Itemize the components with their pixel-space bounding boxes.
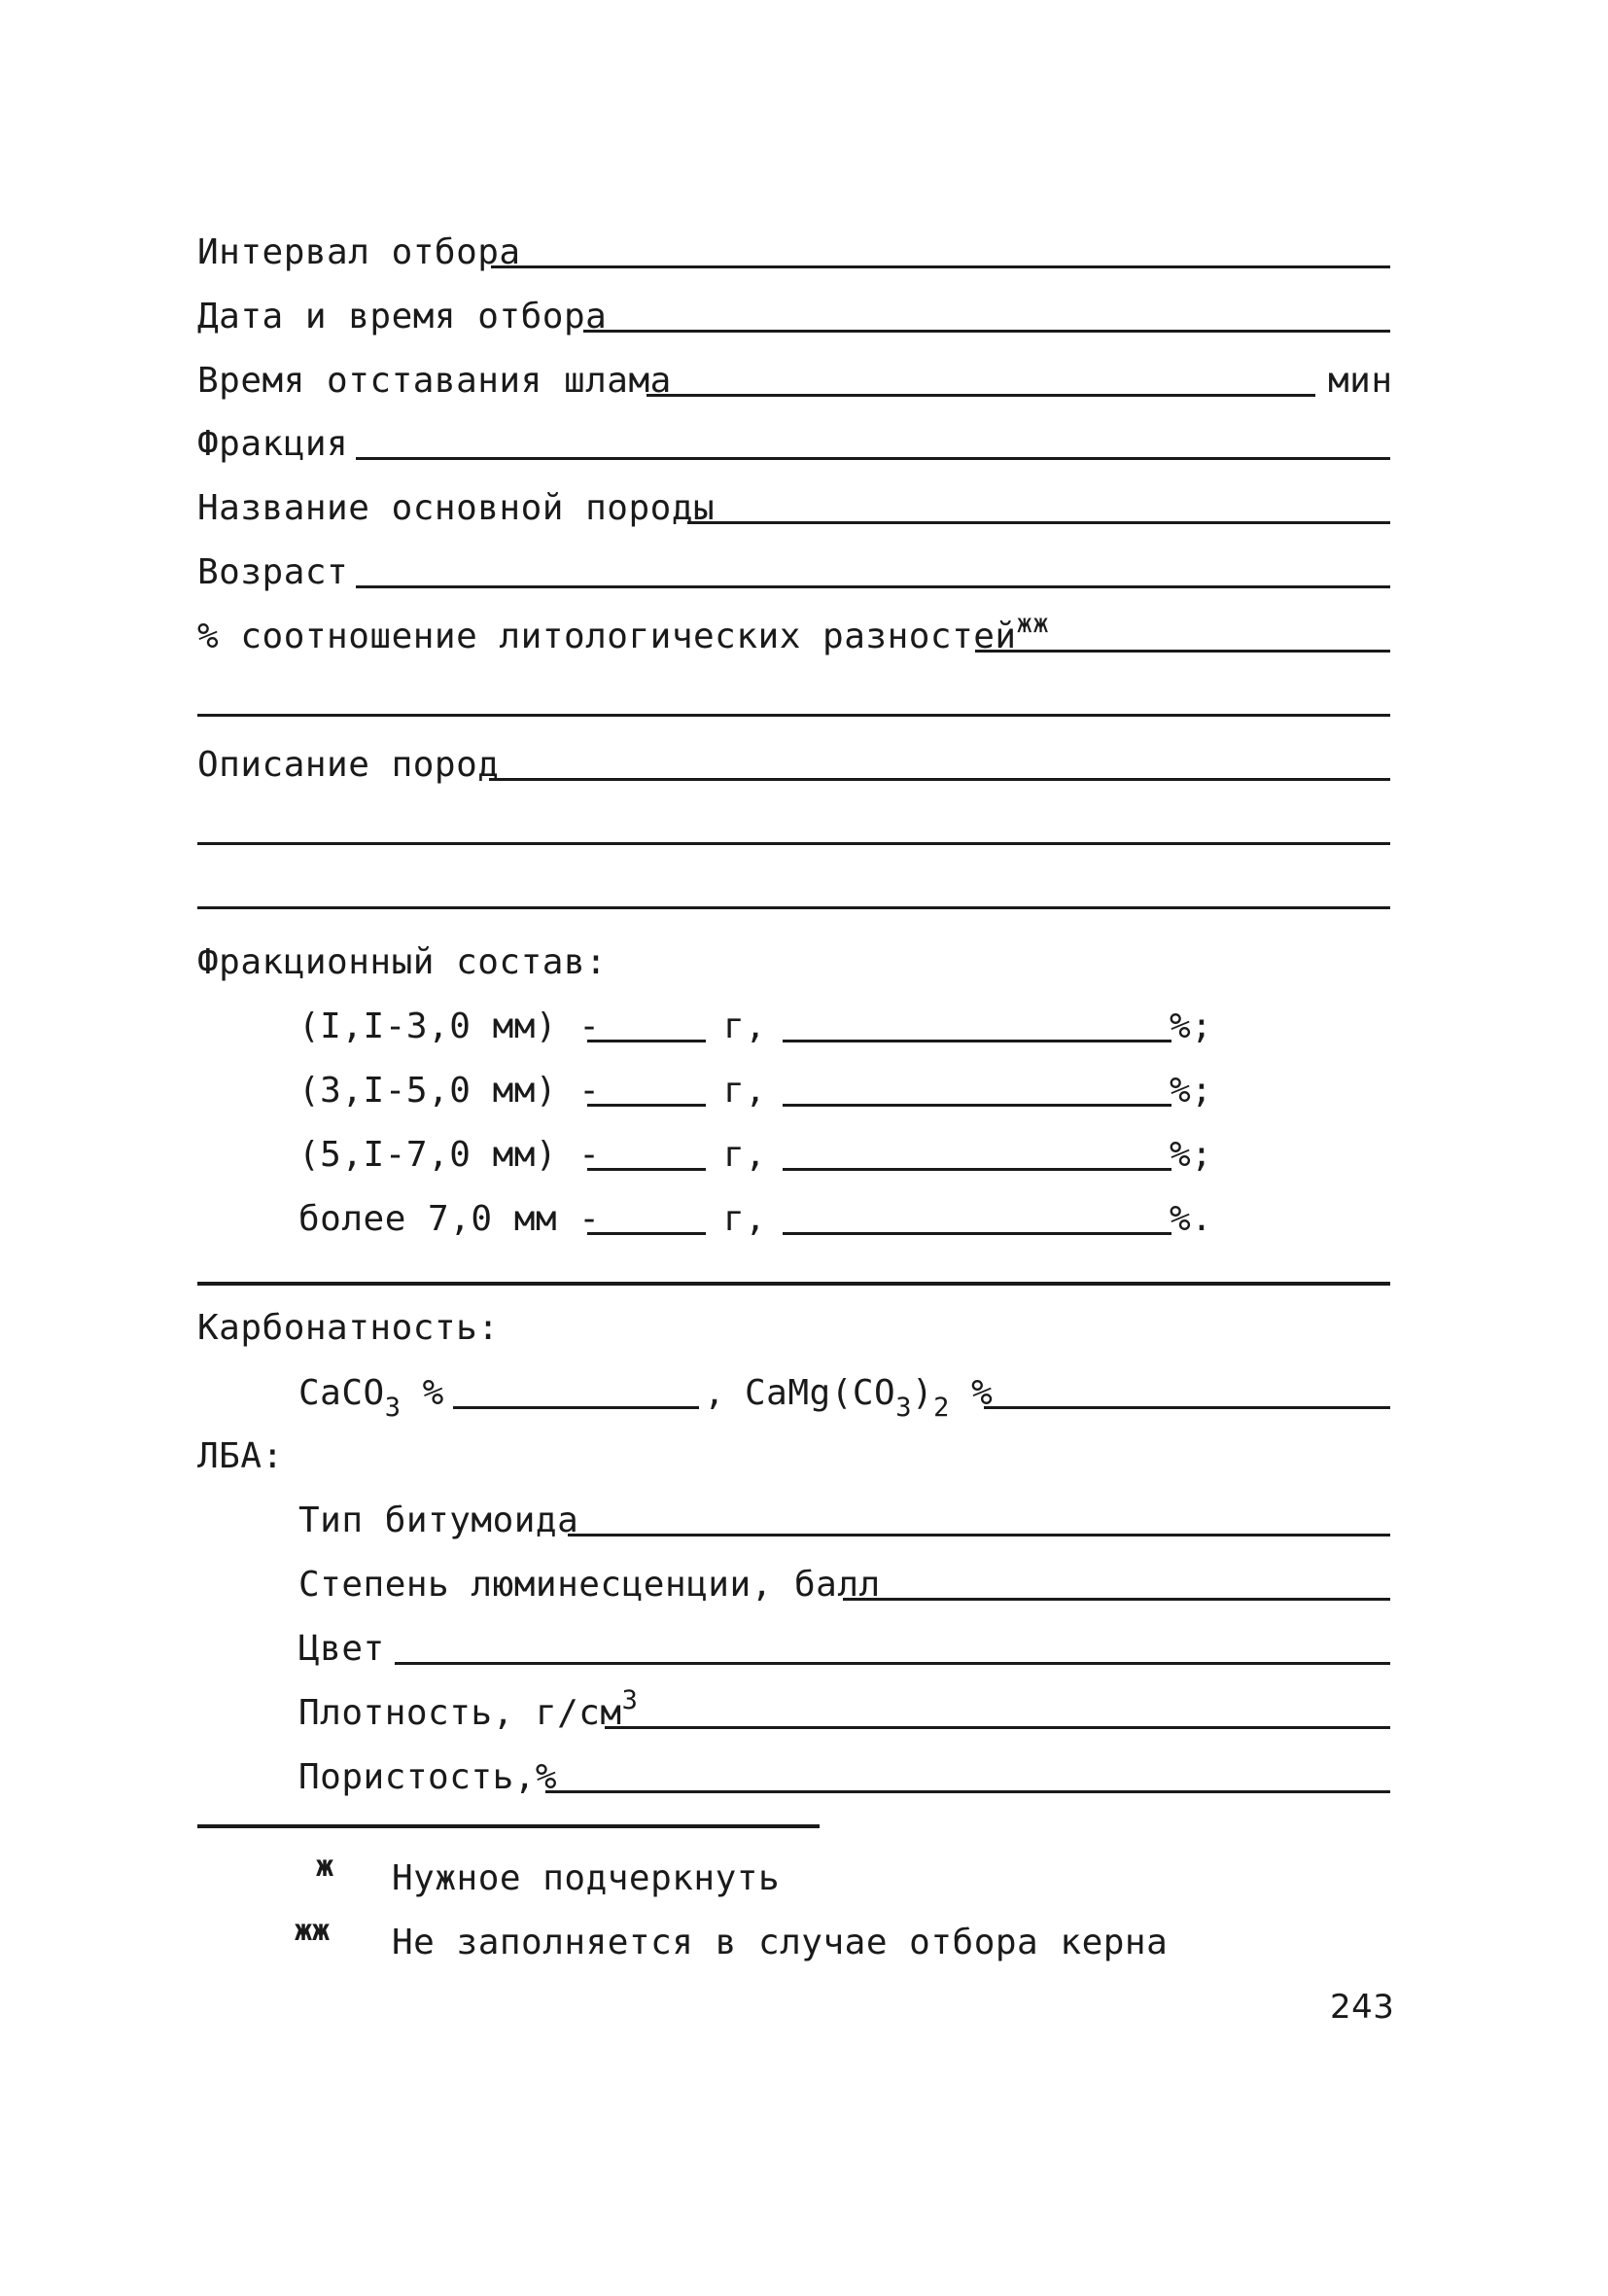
age-field[interactable] [356, 585, 1390, 588]
fraction-row-percent-field[interactable] [783, 1232, 1171, 1235]
fraction-row-percent-unit: %; [1170, 1135, 1213, 1175]
datetime-label: Дата и время отбора [197, 297, 608, 336]
caco3-percent: % [422, 1373, 444, 1413]
fraction-row-grams-field[interactable] [587, 1104, 706, 1107]
caco3-label [298, 1373, 444, 1423]
footnote-text: Нужное подчеркнуть [392, 1858, 781, 1898]
camg-subscript: 3 [895, 1393, 912, 1423]
ratio-field-continuation[interactable] [197, 714, 1390, 717]
carbonate-heading: Карбонатность: [197, 1308, 500, 1348]
porosity-label: Пористость,% [298, 1757, 558, 1797]
camg-percent: % [971, 1373, 994, 1413]
fraction-row-label: (I,I-3,0 мм) - [298, 1007, 601, 1046]
fraction-row-grams-field[interactable] [587, 1040, 706, 1042]
luminescence-field[interactable] [843, 1598, 1390, 1601]
fraction-label: Фракция [197, 424, 349, 464]
footnote-separator [197, 1824, 820, 1828]
footnote-mark-double: жж [295, 1914, 331, 1948]
density-label [298, 1685, 639, 1736]
footnote-mark-single: ж [316, 1850, 334, 1884]
footnote-text: Не заполняется в случае отбора керна [392, 1923, 1169, 1962]
caco3-subscript: 3 [384, 1393, 402, 1423]
fraction-row-grams-unit: г, [723, 1071, 767, 1111]
fraction-row-percent-field[interactable] [783, 1040, 1171, 1042]
caco3-formula: CaCO [298, 1373, 385, 1413]
fraction-row-percent-unit: %; [1170, 1007, 1213, 1046]
density-superscript: 3 [621, 1685, 639, 1715]
main-rock-label: Название основной породы [197, 488, 716, 528]
fractional-heading: Фракционный состав: [197, 942, 608, 982]
camg-field[interactable] [984, 1406, 1390, 1409]
fraction-row-percent-unit: %. [1170, 1199, 1213, 1239]
description-field-line-2[interactable] [197, 842, 1390, 845]
fraction-row-grams-field[interactable] [587, 1232, 706, 1235]
datetime-field[interactable] [583, 330, 1390, 333]
porosity-field[interactable] [545, 1790, 1390, 1793]
page-number: 243 [1330, 1988, 1395, 2027]
bitumoid-label: Тип битумоида [298, 1501, 579, 1540]
fraction-row-label: (3,I-5,0 мм) - [298, 1071, 601, 1111]
color-field[interactable] [395, 1662, 1390, 1665]
fraction-row-grams-field[interactable] [587, 1168, 706, 1171]
section-divider [197, 1282, 1390, 1286]
bitumoid-field[interactable] [568, 1534, 1390, 1537]
color-label: Цвет [298, 1629, 385, 1669]
interval-label: Интервал отбора [197, 232, 521, 272]
fraction-row-label: более 7,0 мм - [298, 1199, 601, 1239]
fraction-row-grams-unit: г, [723, 1135, 767, 1175]
lag-unit-label: мин [1328, 361, 1393, 401]
main-rock-field[interactable] [687, 521, 1390, 524]
footnote-ref-double: жж [1016, 609, 1050, 639]
ratio-field[interactable] [975, 650, 1390, 653]
lag-time-label: Время отставания шлама [197, 361, 672, 401]
description-field[interactable] [489, 778, 1390, 781]
ratio-label-text: % соотношение литологических разностей [197, 617, 1017, 656]
caco3-field[interactable] [453, 1406, 699, 1409]
fraction-field[interactable] [356, 457, 1390, 460]
description-field-line-3[interactable] [197, 906, 1390, 909]
fraction-row-percent-field[interactable] [783, 1168, 1171, 1171]
density-field[interactable] [605, 1726, 1390, 1729]
camg-formula: CaMg(CO [745, 1373, 896, 1413]
camg-label [745, 1373, 994, 1423]
fraction-row-grams-unit: г, [723, 1199, 767, 1239]
camg-formula-close: ) [911, 1373, 934, 1413]
camg-subscript-2: 2 [933, 1393, 950, 1423]
fraction-row-percent-unit: %; [1170, 1071, 1213, 1111]
ratio-label [197, 609, 1050, 659]
fraction-row-percent-field[interactable] [783, 1104, 1171, 1107]
fraction-row-label: (5,I-7,0 мм) - [298, 1135, 601, 1175]
age-label: Возраст [197, 552, 349, 592]
lag-time-field[interactable] [647, 394, 1315, 397]
fraction-row-grams-unit: г, [723, 1007, 767, 1046]
caco3-comma: , [704, 1373, 726, 1413]
lba-heading: ЛБА: [197, 1436, 284, 1476]
description-label: Описание пород [197, 745, 500, 785]
density-text: Плотность, г/см [298, 1693, 622, 1733]
interval-field[interactable] [491, 265, 1390, 268]
luminescence-label: Степень люминесценции, балл [298, 1565, 881, 1605]
